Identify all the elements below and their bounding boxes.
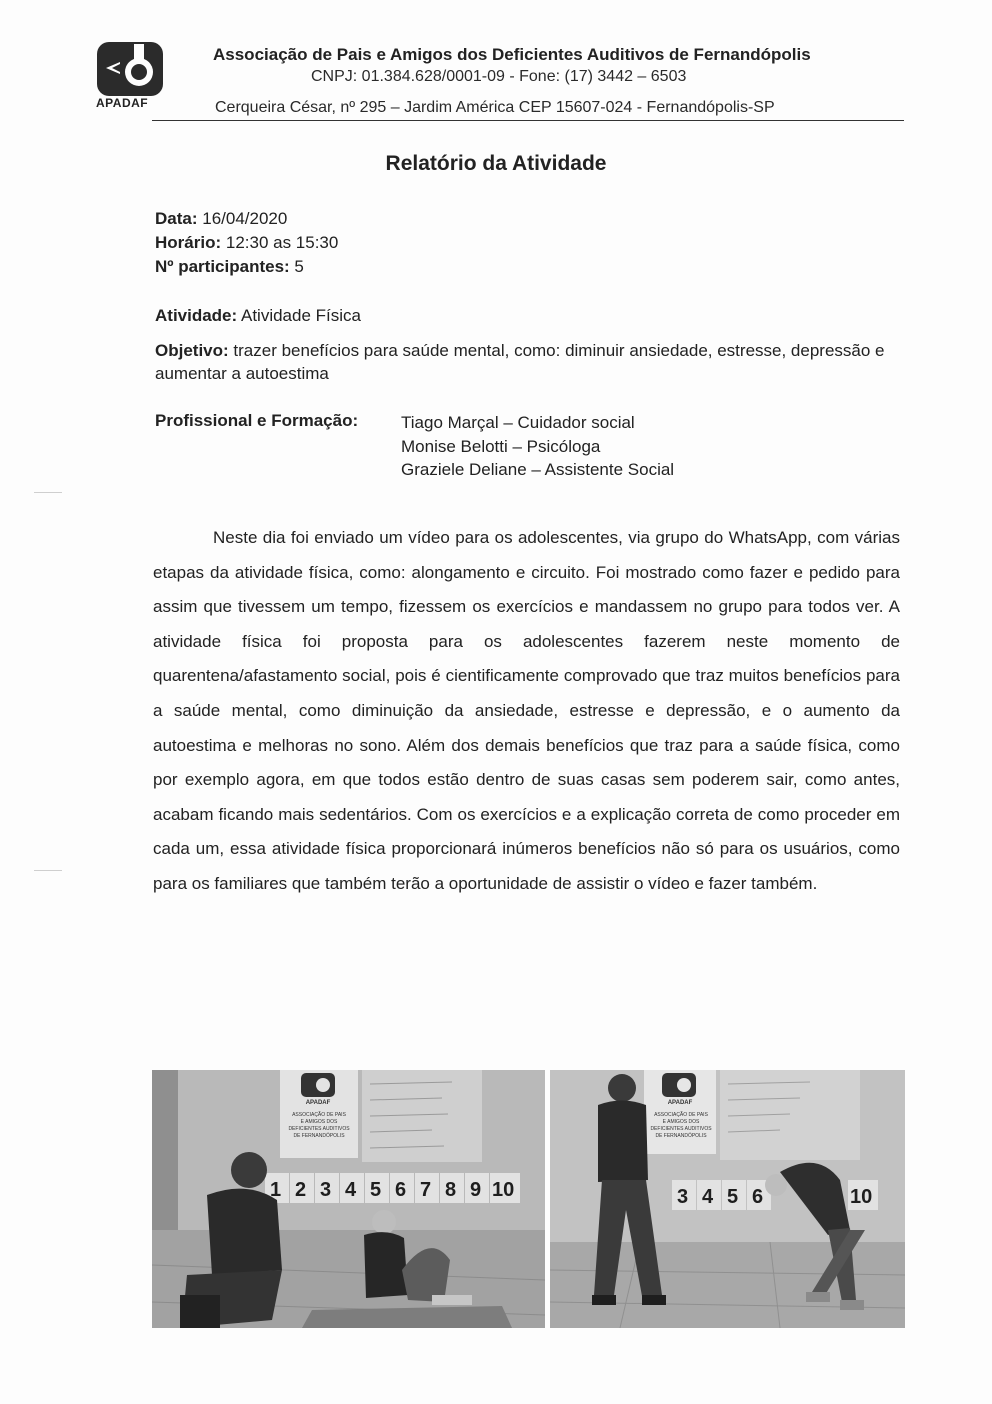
logo-text: APADAF (96, 96, 149, 110)
poster-text: ASSOCIAÇÃO DE PAIS (654, 1112, 708, 1118)
date-label: Data: (155, 209, 198, 228)
poster-text: DE FERNANDÓPOLIS (655, 1133, 707, 1139)
number-card: 5 (370, 1179, 382, 1201)
number-card: 7 (420, 1179, 432, 1201)
activity-photo-1 (152, 1070, 545, 1328)
page-title: Relatório da Atividade (385, 152, 607, 175)
objective-value: trazer benefícios para saúde mental, como: diminuir ansiedade, estresse, depressão e aumentar a autoestima (155, 341, 885, 383)
professional-item: Graziele Deliane – Assistente Social (401, 460, 675, 479)
activity-value: Atividade Física (240, 306, 361, 325)
number-card: 1 (270, 1179, 282, 1201)
number-card: 6 (395, 1179, 407, 1201)
date-value: 16/04/2020 (202, 209, 288, 228)
poster-text: DEFICIENTES AUDITIVOS (288, 1126, 350, 1132)
number-card: 6 (752, 1186, 764, 1208)
person-figure (372, 1210, 396, 1234)
report-body-paragraph: Neste dia foi enviado um vídeo para os adolescentes, via grupo do WhatsApp, com várias etapas da atividade física, como: alongamento e circuito. Foi mostrado como fazer e pedido para assim que tivessem um tempo, fizessem os exercícios e mandassem no grupo para todos ver. A atividade física foi proposta para os adolescentes fazerem neste momento de quarentena/afastamento social, pois é cientificamente comprovado que traz muitos benefícios para a saúde mental, como diminuição da ansiedade, estresse e depressão, e o aumento da autoestima e melhoras no sono. Além dos demais benefícios que traz para a saúde física, como por exemplo agora, em que todos estão dentro de suas casas sem poderem sair, como antes, acabam ficando mais sedentários. Com os exercícios e a explicação correta de como proceder em cada um, essa atividade física proporcionará inúmeros benefícios não só para os usuários, como para os familiares que também terão a oportunidade de assistir o vídeo e fazer também. (153, 528, 900, 893)
activity-photo-2 (550, 1070, 905, 1328)
activity-field (155, 306, 361, 326)
person-figure (608, 1074, 636, 1102)
poster-logo-text: APADAF (667, 1100, 693, 1106)
time-value: 12:30 as 15:30 (225, 233, 339, 252)
header-divider (152, 120, 904, 121)
time-label: Horário: (155, 233, 222, 252)
objective-field (155, 339, 905, 385)
poster-text: DEFICIENTES AUDITIVOS (650, 1126, 712, 1132)
professionals-label: Profissional e Formação: (155, 411, 359, 430)
participants-value: 5 (294, 257, 304, 276)
number-card: 8 (445, 1179, 457, 1201)
number-card: 5 (727, 1186, 739, 1208)
poster-text: ASSOCIAÇÃO DE PAIS (292, 1112, 346, 1118)
number-card: 3 (677, 1186, 689, 1208)
poster-logo-text: APADAF (305, 1100, 331, 1106)
time-field (155, 233, 338, 253)
date-field (155, 209, 287, 229)
number-card: 2 (295, 1179, 307, 1201)
participants-field (155, 257, 304, 277)
photo-1-scene (152, 1070, 545, 1328)
org-address: Cerqueira César, nº 295 – Jardim América CEP 15607-024 - Fernandópolis-SP (215, 99, 775, 116)
poster-text: E AMIGOS DOS (300, 1119, 338, 1125)
scan-mark (34, 492, 62, 493)
professional-item: Monise Belotti – Psicóloga (401, 436, 601, 456)
person-figure (231, 1152, 267, 1188)
number-card: 10 (492, 1179, 515, 1201)
objective-label: Objetivo: (155, 341, 229, 360)
professional-item: Tiago Marçal – Cuidador social (401, 413, 635, 432)
number-card: 4 (345, 1179, 357, 1201)
poster-text: DE FERNANDÓPOLIS (293, 1133, 345, 1139)
org-name: Associação de Pais e Amigos dos Deficientes Auditivos de Fernandópolis (213, 45, 811, 64)
poster-text: E AMIGOS DOS (662, 1119, 700, 1125)
activity-label: Atividade: (155, 306, 238, 325)
number-card: 9 (470, 1179, 482, 1201)
number-card: 4 (702, 1186, 714, 1208)
org-cnpj-phone: CNPJ: 01.384.628/0001-09 - Fone: (17) 3442 – 6503 (311, 68, 687, 85)
number-card: 3 (320, 1179, 332, 1201)
participants-label: Nº participantes: (155, 257, 290, 276)
number-card: 10 (850, 1186, 873, 1208)
professionals-list (401, 411, 674, 482)
scan-mark (34, 870, 62, 871)
photo-2-scene (550, 1070, 905, 1328)
